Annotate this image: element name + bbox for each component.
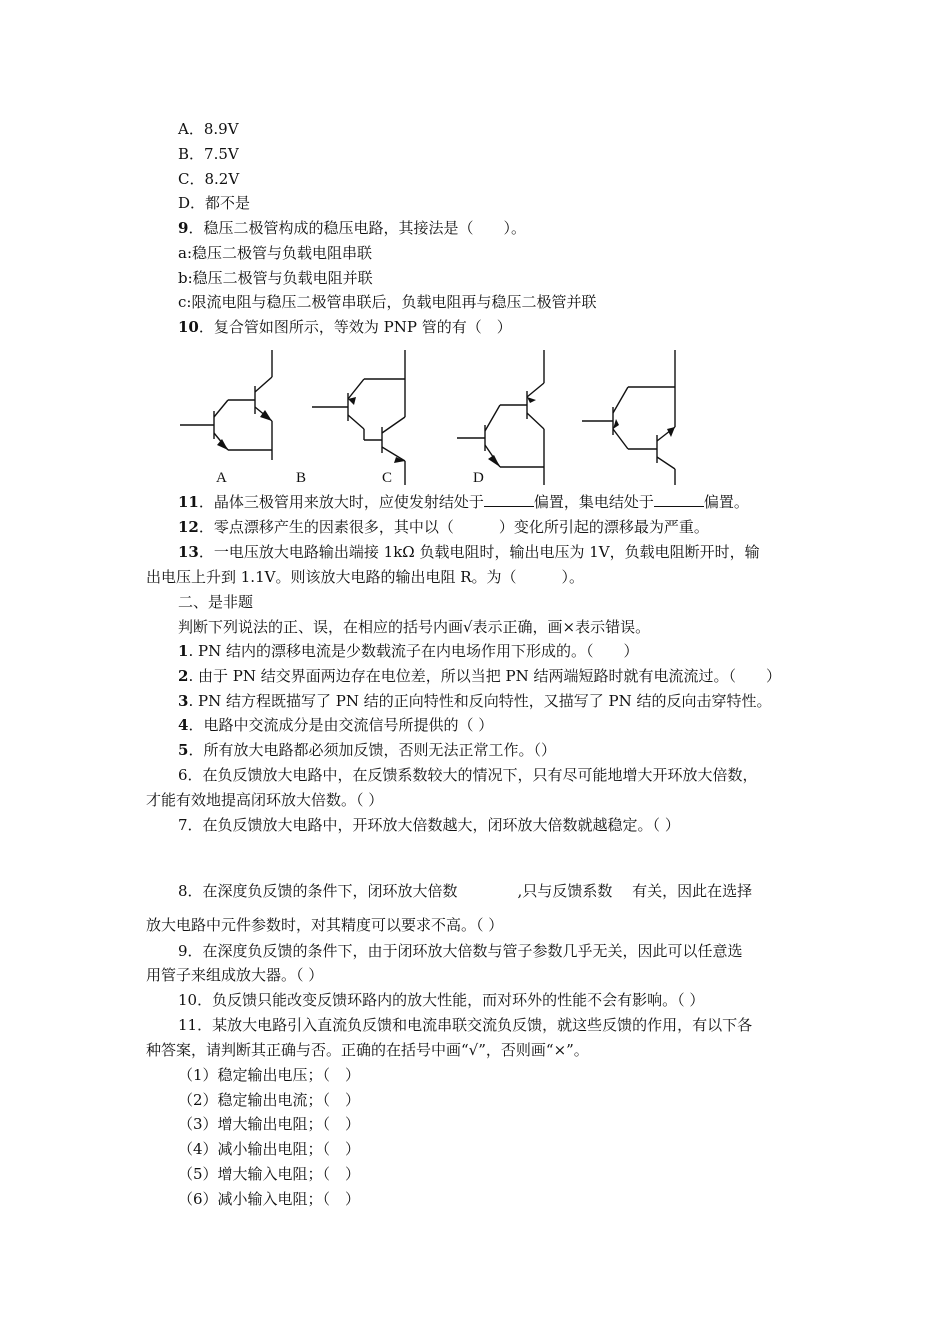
option-d: D．都不是 xyxy=(178,194,251,212)
item-number: 2 xyxy=(178,667,189,685)
question-text: ．零点漂移产生的因素很多，其中以（ ）变化所引起的漂移最为严重。 xyxy=(198,518,709,536)
question-text: ．复合管如图所示，等效为 PNP 管的有（ ） xyxy=(198,318,512,336)
option-b: B．7.5V xyxy=(178,145,239,163)
question-number: 11 xyxy=(178,493,199,511)
answer-blank xyxy=(654,492,704,507)
tf-item-9-cont: 用管子来组成放大器。（ ） xyxy=(146,966,324,984)
figure-label-a: A xyxy=(216,470,227,486)
question-text: ．稳压二极管构成的稳压电路，其接法是（ ）。 xyxy=(188,219,526,237)
answer-blank xyxy=(484,492,534,507)
tf-item-10: 10．负反馈只能改变反馈环路内的放大性能，而对环外的性能不会有影响。（ ） xyxy=(178,991,705,1009)
tf-item-1 xyxy=(178,641,638,661)
tf-item-4 xyxy=(178,715,493,735)
q9-item-b: b:稳压二极管与负载电阻并联 xyxy=(178,269,373,287)
tf-item-7: 7．在负反馈放大电路中，开环放大倍数越大，闭环放大倍数就越稳定。（ ） xyxy=(178,816,680,834)
question-text: ．一电压放大电路输出端接 1kΩ 负载电阻时，输出电压为 1V，负载电阻断开时，输 xyxy=(198,543,760,561)
item-number: 4 xyxy=(178,716,189,734)
tf-item-6: 6．在负反馈放大电路中，在反馈系数较大的情况下，只有尽可能地增大开环放大倍数， xyxy=(178,766,758,784)
compound-transistor-figure xyxy=(170,345,690,490)
question-number: 10 xyxy=(178,318,199,336)
sub-item-5: （5）增大输入电阻；（ ） xyxy=(178,1165,361,1183)
tf-item-3 xyxy=(178,691,771,711)
tf-item-8-cont: 放大电路中元件参数时，对其精度可以要求不高。（ ） xyxy=(146,916,504,934)
circuit-d xyxy=(457,350,544,485)
question-text: 偏置。 xyxy=(703,493,749,511)
question-12 xyxy=(178,517,709,537)
question-number: 13 xyxy=(178,543,199,561)
item-text: . 由于 PN 结交界面两边存在电位差，所以当把 PN 结两端短路时就有电流流过。（ ） xyxy=(188,667,781,685)
question-number: 12 xyxy=(178,518,199,536)
sub-item-1: （1）稳定输出电压；（ ） xyxy=(178,1066,361,1084)
question-text: ．晶体三极管用来放大时，应使发射结处于 xyxy=(198,493,484,511)
tf-item-2 xyxy=(178,666,781,686)
tf-item-8: 8．在深度负反馈的条件下，闭环放大倍数 ,只与反馈系数 有关，因此在选择 xyxy=(178,882,753,900)
question-text: 偏置，集电结处于 xyxy=(533,493,654,511)
item-text: . PN 结内的漂移电流是少数载流子在内电场作用下形成的。（ ） xyxy=(188,642,639,660)
tf-item-6-cont: 才能有效地提高闭环放大倍数。（ ） xyxy=(146,791,384,809)
section-instruction: 判断下列说法的正、误，在相应的括号内画√表示正确，画×表示错误。 xyxy=(178,618,651,636)
item-text: . PN 结方程既描写了 PN 结的正向特性和反向特性，又描写了 PN 结的反向击穿特性。 xyxy=(188,692,772,710)
item-number: 1 xyxy=(178,642,189,660)
question-9 xyxy=(178,218,526,238)
q9-item-a: a:稳压二极管与负载电阻串联 xyxy=(178,244,372,262)
circuit-e xyxy=(582,350,675,485)
item-number: 3 xyxy=(178,692,189,710)
figure-label-c: C xyxy=(382,470,393,486)
question-11 xyxy=(178,492,749,512)
item-text: ．所有放大电路都必须加反馈，否则无法正常工作。（） xyxy=(188,741,556,759)
option-a: A．8.9V xyxy=(178,120,239,138)
item-number: 5 xyxy=(178,741,189,759)
tf-item-11-cont: 种答案，请判断其正确与否。正确的在括号中画“√”，否则画“×”。 xyxy=(146,1041,589,1059)
question-13-cont: 出电压上升到 1.1V。则该放大电路的输出电阻 R。为（ ）。 xyxy=(146,568,585,586)
tf-item-9: 9．在深度负反馈的条件下，由于闭环放大倍数与管子参数几乎无关，因此可以任意选 xyxy=(178,942,743,960)
sub-item-4: （4）减小输出电阻；（ ） xyxy=(178,1140,361,1158)
section-title: 二、是非题 xyxy=(178,593,254,611)
circuit-a xyxy=(180,350,272,460)
item-text: ．电路中交流成分是由交流信号所提供的（ ） xyxy=(188,716,494,734)
figure-label-d: D xyxy=(473,470,484,486)
sub-item-3: （3）增大输出电阻；（ ） xyxy=(178,1115,361,1133)
question-number: 9 xyxy=(178,219,189,237)
sub-item-6: （6）减小输入电阻；（ ） xyxy=(178,1190,361,1208)
sub-item-2: （2）稳定输出电流；（ ） xyxy=(178,1091,361,1109)
tf-item-11: 11．某放大电路引入直流负反馈和电流串联交流负反馈，就这些反馈的作用，有以下各 xyxy=(178,1016,753,1034)
question-10 xyxy=(178,317,512,337)
q9-item-c: c:限流电阻与稳压二极管串联后，负载电阻再与稳压二极管并联 xyxy=(178,293,597,311)
option-c: C．8.2V xyxy=(178,170,240,188)
circuit-b xyxy=(312,350,405,485)
tf-item-5 xyxy=(178,740,556,760)
figure-label-b: B xyxy=(296,470,307,486)
question-13 xyxy=(178,542,760,562)
